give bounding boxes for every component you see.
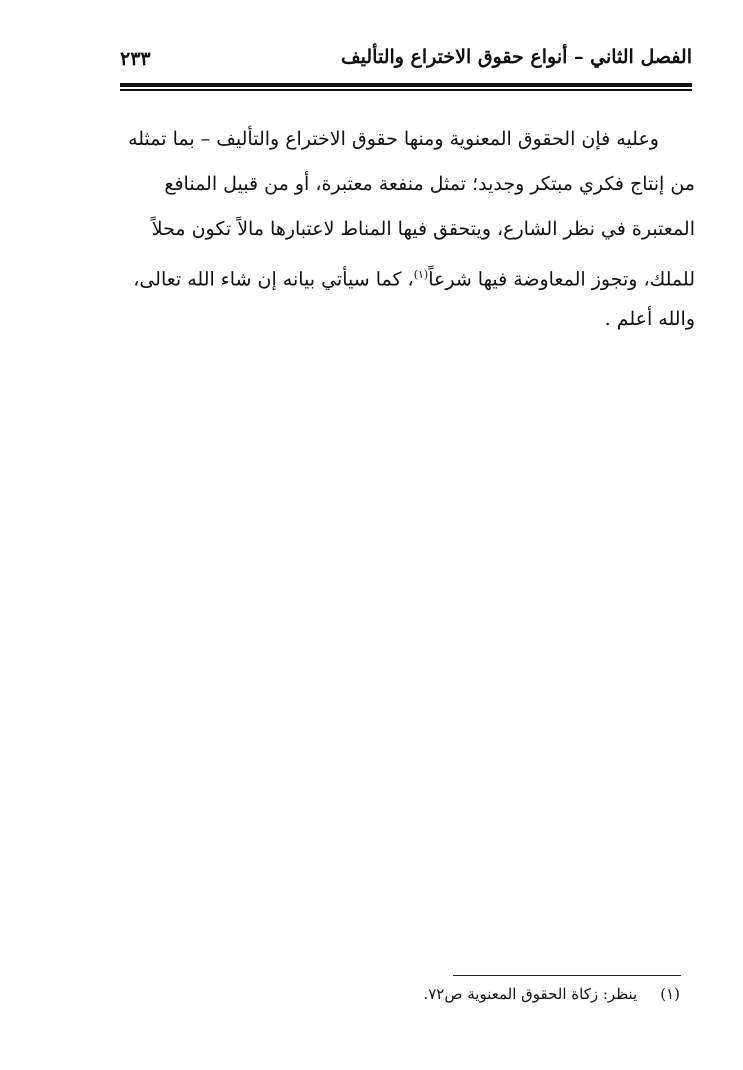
body-line-1: وعليه فإن الحقوق المعنوية ومنها حقوق الاختراع والتأليف – بما تمثله	[128, 128, 659, 150]
page-header	[120, 40, 692, 76]
body-line-5: والله أعلم .	[604, 308, 695, 330]
body-line-4	[118, 252, 695, 297]
body-line-4-tail: ، كما سيأتي بيانه إن شاء الله تعالى،	[133, 268, 414, 291]
footnote	[300, 985, 680, 1003]
body-line-4-text: للملك، وتجوز المعاوضة فيها شرعاً	[428, 268, 695, 291]
running-title: الفصل الثاني – أنواع حقوق الاختراع والتأليف	[340, 46, 692, 68]
body-paragraph	[118, 117, 695, 342]
footnote-reference: (١)	[413, 268, 429, 281]
header-rule-thick	[120, 83, 692, 87]
header-rule-thin	[120, 89, 692, 91]
footnote-number: (١)	[660, 985, 680, 1003]
footnote-text: ينظر: زكاة الحقوق المعنوية ص٧٢.	[423, 985, 638, 1003]
page-number: ٢٣٣	[120, 48, 151, 70]
body-line-3: المعتبرة في نظر الشارع، ويتحقق فيها المناط لاعتبارها مالاً تكون محلاً	[151, 218, 695, 240]
body-line-2: من إنتاج فكري مبتكر وجديد؛ تمثل منفعة معتبرة، أو من قبيل المنافع	[164, 173, 695, 195]
footnote-separator	[453, 975, 681, 976]
